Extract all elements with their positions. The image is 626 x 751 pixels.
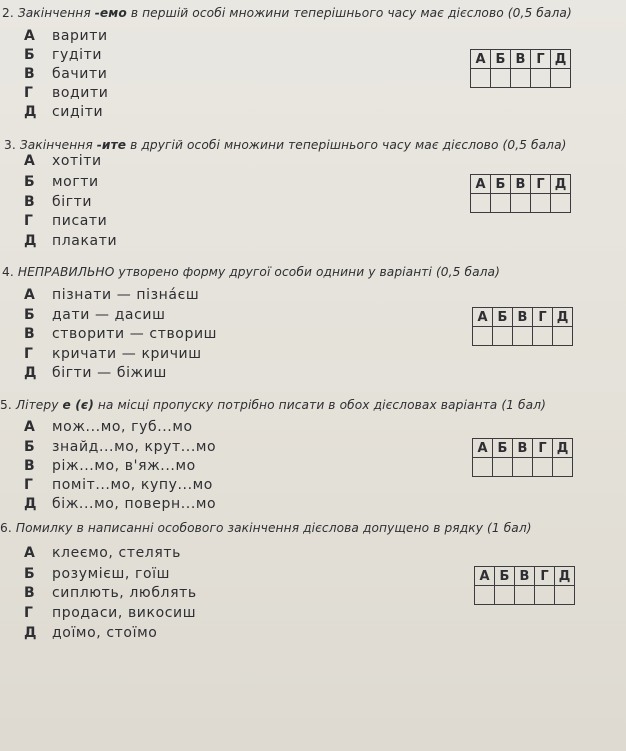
option-text: дати — дасиш [52,307,166,323]
option-b[interactable] [24,47,102,63]
option-text: знайд...мо, крут...мо [52,439,217,455]
option-text: пізнати — пізна́єш [52,287,200,303]
answer-grid [472,307,573,346]
option-text: доїмо, стоїмо [52,625,158,641]
option-v[interactable] [24,194,92,210]
option-letter: В [24,458,35,474]
option-text: могти [52,174,99,190]
option-letter: Д [24,625,37,641]
answer-header-cell: Г [531,175,551,194]
answer-grid [470,174,571,213]
option-v[interactable] [24,66,107,82]
answer-header-cell: Г [531,50,551,69]
option-text: сиплють, люблять [52,585,197,601]
answer-header-cell: Д [553,439,573,458]
answer-box[interactable] [551,194,571,213]
answer-box[interactable] [511,194,531,213]
option-letter: В [24,585,35,601]
option-letter: Б [24,47,35,63]
question-prompt: 2. Закінчення -емо в першій особі множини теперішнього часу має дієслово (0,5 бала) [2,6,572,20]
option-d[interactable] [24,233,117,249]
option-text: мож...мо, губ...мо [52,419,193,435]
answer-header-cell: Д [551,175,571,194]
answer-header-cell: Б [491,50,511,69]
option-text: клеємо, стелять [52,545,181,561]
answer-grid [474,566,575,605]
answer-box[interactable] [473,327,493,346]
answer-header-cell: В [511,175,531,194]
option-text: біж...мо, поверн...мо [52,496,217,512]
option-v[interactable] [24,326,217,342]
option-letter: В [24,66,35,82]
answer-box[interactable] [495,586,515,605]
answer-header-cell: А [473,439,493,458]
answer-header-cell: Г [533,439,553,458]
answer-header-cell: А [475,567,495,586]
answer-box[interactable] [513,327,533,346]
option-letter: Г [24,346,33,362]
answer-box[interactable] [531,194,551,213]
option-letter: Д [24,365,37,381]
answer-header-cell: Б [491,175,511,194]
question-number: 6. [0,521,12,535]
question-number: 3. [4,138,16,152]
answer-box[interactable] [553,458,573,477]
option-b[interactable] [24,174,99,190]
answer-box[interactable] [535,586,555,605]
answer-grid [470,49,571,88]
option-a[interactable] [24,153,102,169]
option-letter: А [24,287,35,303]
option-letter: Б [24,174,35,190]
answer-grid [472,438,573,477]
answer-header-cell: В [515,567,535,586]
answer-header-cell: А [471,175,491,194]
answer-header-cell: В [511,50,531,69]
option-letter: Б [24,439,35,455]
option-text: плакати [52,233,118,249]
option-d[interactable] [24,625,157,641]
answer-header-cell: А [471,50,491,69]
option-h[interactable] [24,605,196,621]
option-letter: Д [24,104,37,120]
answer-header-cell: Г [533,308,553,327]
option-text: сидіти [52,104,104,120]
answer-header-cell: Г [535,567,555,586]
option-text: гудіти [52,47,103,63]
option-d[interactable] [24,104,103,120]
answer-header-cell: Б [493,308,513,327]
question-prompt: 4. НЕПРАВИЛЬНО утворено форму другої особи однини у варіанті (0,5 бала) [2,265,500,279]
option-d[interactable] [24,496,216,512]
option-text: варити [52,28,108,44]
question-number: 2. [2,6,14,20]
option-h[interactable] [24,85,108,101]
answer-box[interactable] [515,586,535,605]
option-a[interactable] [24,419,193,435]
answer-box[interactable] [513,458,533,477]
option-text: хотіти [52,153,102,169]
option-letter: В [24,326,35,342]
option-text: кричати — кричиш [52,346,202,362]
answer-header-cell: Д [555,567,575,586]
option-a[interactable] [24,287,199,303]
answer-box[interactable] [471,69,491,88]
option-letter: А [24,28,35,44]
question-prompt: 5. Літеру е (є) на місці пропуску потрібно писати в обох дієсловах варіанта (1 бал) [0,398,546,412]
answer-header-cell: Д [551,50,571,69]
question-number: 5. [0,398,12,412]
answer-header-cell: А [473,308,493,327]
answer-box[interactable] [493,458,513,477]
option-text: бігти — біжиш [52,365,167,381]
question-number: 4. [2,265,14,279]
answer-header-cell: Б [495,567,515,586]
option-text: створити — створиш [52,326,218,342]
answer-box[interactable] [533,458,553,477]
option-h[interactable] [24,346,202,362]
answer-header-cell: Д [553,308,573,327]
option-h[interactable] [24,213,107,229]
option-letter: Б [24,566,35,582]
option-text: продаси, викосиш [52,605,197,621]
option-letter: Г [24,213,33,229]
answer-box[interactable] [493,327,513,346]
answer-box[interactable] [511,69,531,88]
option-letter: Д [24,233,37,249]
option-letter: Д [24,496,37,512]
option-letter: Г [24,85,33,101]
answer-box[interactable] [475,586,495,605]
answer-box[interactable] [473,458,493,477]
option-a[interactable] [24,545,181,561]
answer-box[interactable] [531,69,551,88]
option-b[interactable] [24,307,165,323]
question-prompt: 3. Закінчення -ите в другій особі множини теперішнього часу має дієслово (0,5 бала) [4,138,567,152]
answer-box[interactable] [553,327,573,346]
option-text: бігти [52,194,93,210]
option-h[interactable] [24,477,213,493]
answer-box[interactable] [471,194,491,213]
option-text: розумієш, гоїш [52,566,171,582]
answer-header-cell: В [513,308,533,327]
option-letter: Б [24,307,35,323]
option-text: водити [52,85,109,101]
option-d[interactable] [24,365,167,381]
option-v[interactable] [24,585,197,601]
option-a[interactable] [24,28,108,44]
option-v[interactable] [24,458,196,474]
answer-box[interactable] [555,586,575,605]
option-b[interactable] [24,566,170,582]
option-letter: А [24,153,35,169]
option-text: бачити [52,66,108,82]
option-text: поміт...мо, купу...мо [52,477,213,493]
option-letter: Г [24,605,33,621]
answer-box[interactable] [491,194,511,213]
option-b[interactable] [24,439,216,455]
answer-box[interactable] [533,327,553,346]
option-letter: А [24,419,35,435]
answer-box[interactable] [551,69,571,88]
answer-box[interactable] [491,69,511,88]
option-letter: А [24,545,35,561]
option-text: ріж...мо, в'яж...мо [52,458,196,474]
question-prompt: 6. Помилку в написанні особового закінчення дієслова допущено в рядку (1 бал) [0,521,532,535]
option-text: писати [52,213,108,229]
answer-header-cell: Б [493,439,513,458]
option-letter: В [24,194,35,210]
option-letter: Г [24,477,33,493]
answer-header-cell: В [513,439,533,458]
